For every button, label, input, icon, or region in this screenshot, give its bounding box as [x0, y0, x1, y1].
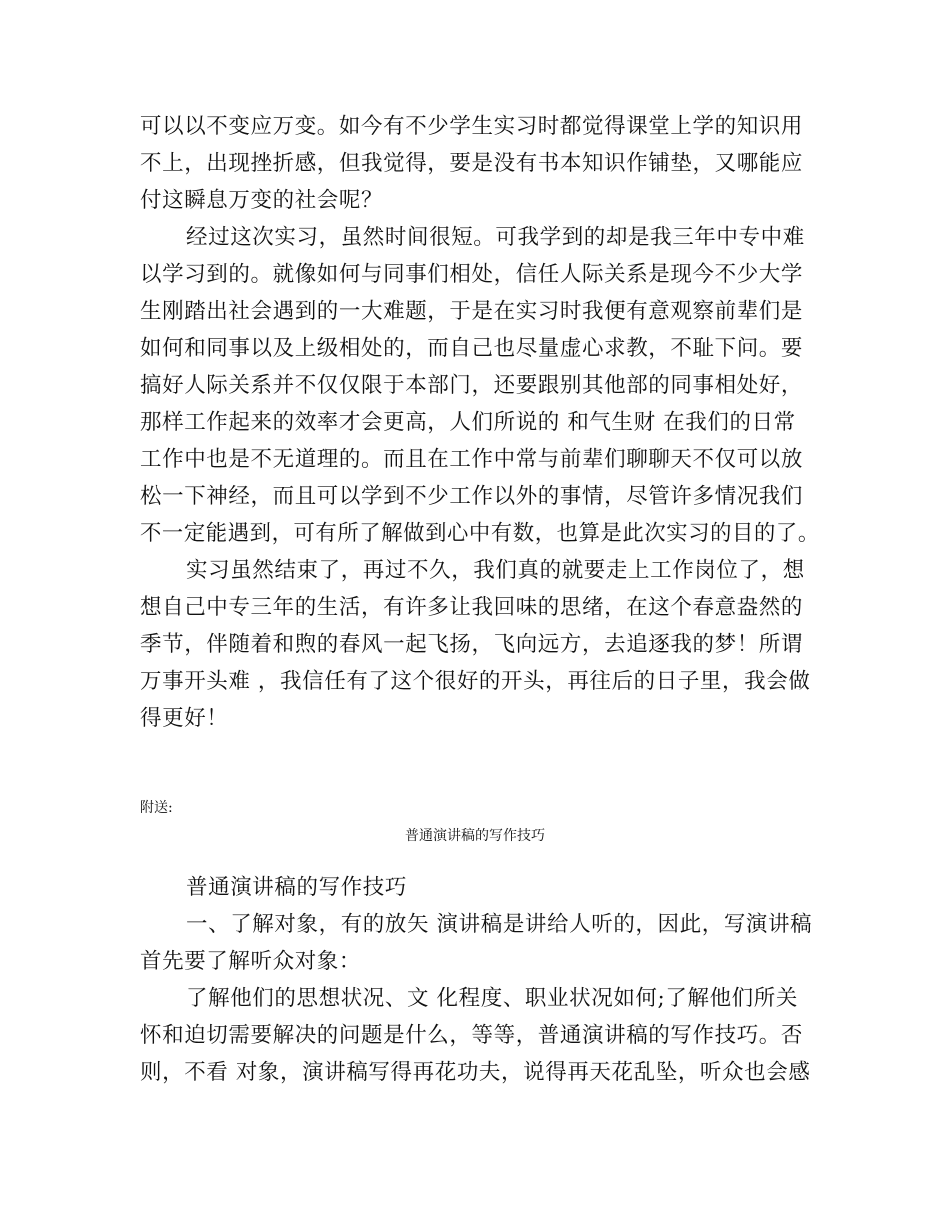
text-line: 万事开头难 ，我信任有了这个很好的开头，再往后的日子里，我会做 — [140, 669, 811, 694]
text-line: 工作中也是不无道理的。而且在工作中常与前辈们聊聊天不仅可以放 — [140, 447, 804, 472]
text-line: 想自己中专三年的生活，有许多让我回味的思绪，在这个春意盎然的 — [140, 595, 804, 620]
text-line: 不一定能遇到，可有所了解做到心中有数，也算是此次实习的目的了。 — [140, 521, 820, 546]
text-line: 了解他们的思想状况、文 化程度、职业状况如何;了解他们所关 — [186, 986, 798, 1011]
text-line: 以学习到的。就像如何与同事们相处，信任人际关系是现今不少大学 — [140, 262, 804, 287]
appendix-title: 普通演讲稿的写作技巧 — [405, 828, 545, 844]
text-line: 经过这次实习，虽然时间很短。可我学到的却是我三年中专中难 — [186, 225, 805, 250]
text-line: 付这瞬息万变的社会呢？ — [140, 188, 384, 213]
speech-text-block — [140, 869, 820, 1091]
text-line: 一、了解对象，有的放矢 演讲稿是讲给人听的，因此，写演讲稿 — [186, 912, 813, 937]
appendix-label: 附送: — [140, 800, 173, 816]
text-line: 松一下神经，而且可以学到不少工作以外的事情，尽管许多情况我们 — [140, 484, 804, 509]
text-line: 则，不看 对象，演讲稿写得再花功夫，说得再天花乱坠，听众也会感 — [140, 1060, 811, 1085]
text-line: 如何和同事以及上级相处的，而自己也尽量虚心求教，不耻下问。要 — [140, 336, 804, 361]
text-line: 实习虽然结束了，再过不久，我们真的就要走上工作岗位了，想 — [186, 558, 805, 583]
intro-text-block — [140, 108, 820, 737]
text-line: 不上，出现挫折感，但我觉得，要是没有书本知识作铺垫，又哪能应 — [140, 151, 804, 176]
text-line: 可以以不变应万变。如今有不少学生实习时都觉得课堂上学的知识用 — [140, 114, 804, 139]
text-line: 搞好人际关系并不仅仅限于本部门，还要跟别其他部的同事相处好， — [140, 373, 804, 398]
text-line: 普通演讲稿的写作技巧 — [186, 875, 408, 900]
text-line: 那样工作起来的效率才会更高，人们所说的 和气生财 在我们的日常 — [140, 410, 796, 435]
text-line: 怀和迫切需要解决的问题是什么，等等，普通演讲稿的写作技巧。否 — [140, 1023, 804, 1048]
text-line: 生刚踏出社会遇到的一大难题，于是在实习时我便有意观察前辈们是 — [140, 299, 804, 324]
text-line: 得更好！ — [140, 706, 229, 731]
text-line: 季节，伴随着和煦的春风一起飞扬，飞向远方，去追逐我的梦！所谓 — [140, 632, 804, 657]
text-line: 首先要了解听众对象： — [140, 949, 362, 974]
